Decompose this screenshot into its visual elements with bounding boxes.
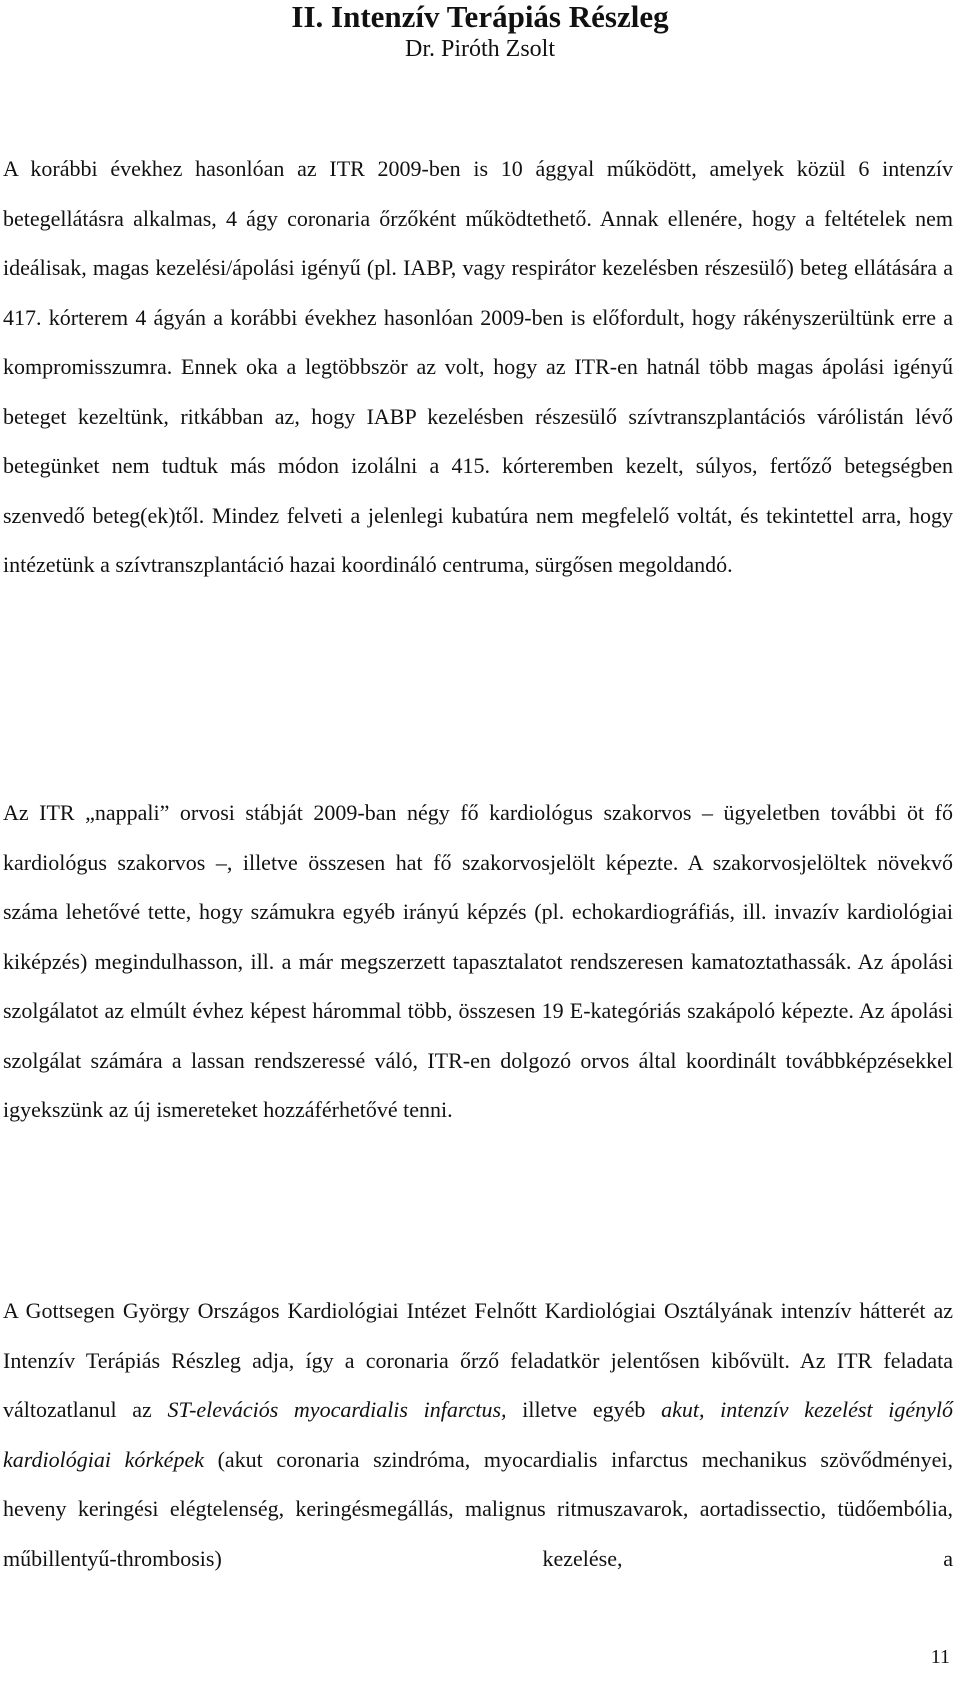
paragraph-3-text-2: illetve egyéb: [506, 1397, 662, 1422]
document-header: [0, 0, 960, 64]
document-title: II. Intenzív Terápiás Részleg: [291, 0, 669, 34]
paragraph-3-italic-1: ST-elevációs myocardialis infarctus,: [167, 1397, 507, 1422]
page-number: 11: [930, 1646, 950, 1668]
paragraph-3-italic-2: akut, intenzív kezelést igénylő kardiológiai kórképek: [3, 1397, 954, 1472]
paragraph-1: A korábbi évekhez hasonlóan az ITR 2009-ben is 10 ággyal működött, amelyek közül 6 intenzív betegellátásra alkalmas, 4 ágy coronaria őrzőként működtethető. Annak ellenére, hogy a feltételek nem ideálisak, magas kezelési/ápolási igényű (pl. IABP, vagy respirátor kezelésben részesülő) beteg ellátására a 417. kórterem 4 ágyán a korábbi évekhez hasonlóan 2009-ben is előfordult, hogy rákényszerültünk erre a kompromisszumra. Ennek oka a legtöbbször az volt, hogy az ITR-en hatnál több magas ápolási igényű beteget kezeltünk, ritkábban az, hogy IABP kezelésben részesülő szívtranszplantációs várólistán lévő betegünket nem tudtuk más módon izolálni a 415. kórteremben kezelt, súlyos, fertőző betegségben szenvedő beteg(ek)től. Mindez felveti a jelenlegi kubatúra nem megfelelő voltát, és tekintettel arra, hogy intézetünk a szívtranszplantáció hazai koordináló centruma, sürgősen megoldandó.: [3, 156, 953, 577]
paragraph-2: Az ITR „nappali” orvosi stábját 2009-ban négy fő kardiológus szakorvos – ügyeletben további öt fő kardiológus szakorvos –, illetve összesen hat fő szakorvosjelölt képezte. A szakorvosjelöltek növekvő száma lehetővé tette, hogy számukra egyéb irányú képzés (pl. echokardiográfiás, ill. invazív kardiológiai kiképzés) megindulhasson, ill. a már megszerzett tapasztalatot rendszeresen kamatoztathassák. Az ápolási szolgálatot az elmúlt évhez képest hárommal több, összesen 19 E-kategóriás szakápoló képezte. Az ápolási szolgálat számára a lassan rendszeressé váló, ITR-en dolgozó orvos által koordinált továbbképzésekkel igyekszünk az új ismereteket hozzáférhetővé tenni.: [3, 800, 953, 1122]
paragraph-3-text-1: A Gottsegen György Országos Kardiológiai Intézet Felnőtt Kardiológiai Osztályának intenzív hátterét az Intenzív Terápiás Részleg adja, így a coronaria őrző feladatkör jelentősen kibővült. Az ITR feladata változatlanul az: [3, 1298, 953, 1422]
paragraph-3: [3, 1286, 953, 1583]
paragraph-3-text-3: (akut coronaria szindróma, myocardialis infarctus mechanikus szövődményei, heveny keringési elégtelenség, keringésmegállás, malignus ritmuszavarok, aortadissectio, tüdőembólia, műbillentyű-thrombosis) kezelése, a: [3, 1446, 953, 1571]
document-author: Dr. Piróth Zsolt: [404, 36, 555, 62]
